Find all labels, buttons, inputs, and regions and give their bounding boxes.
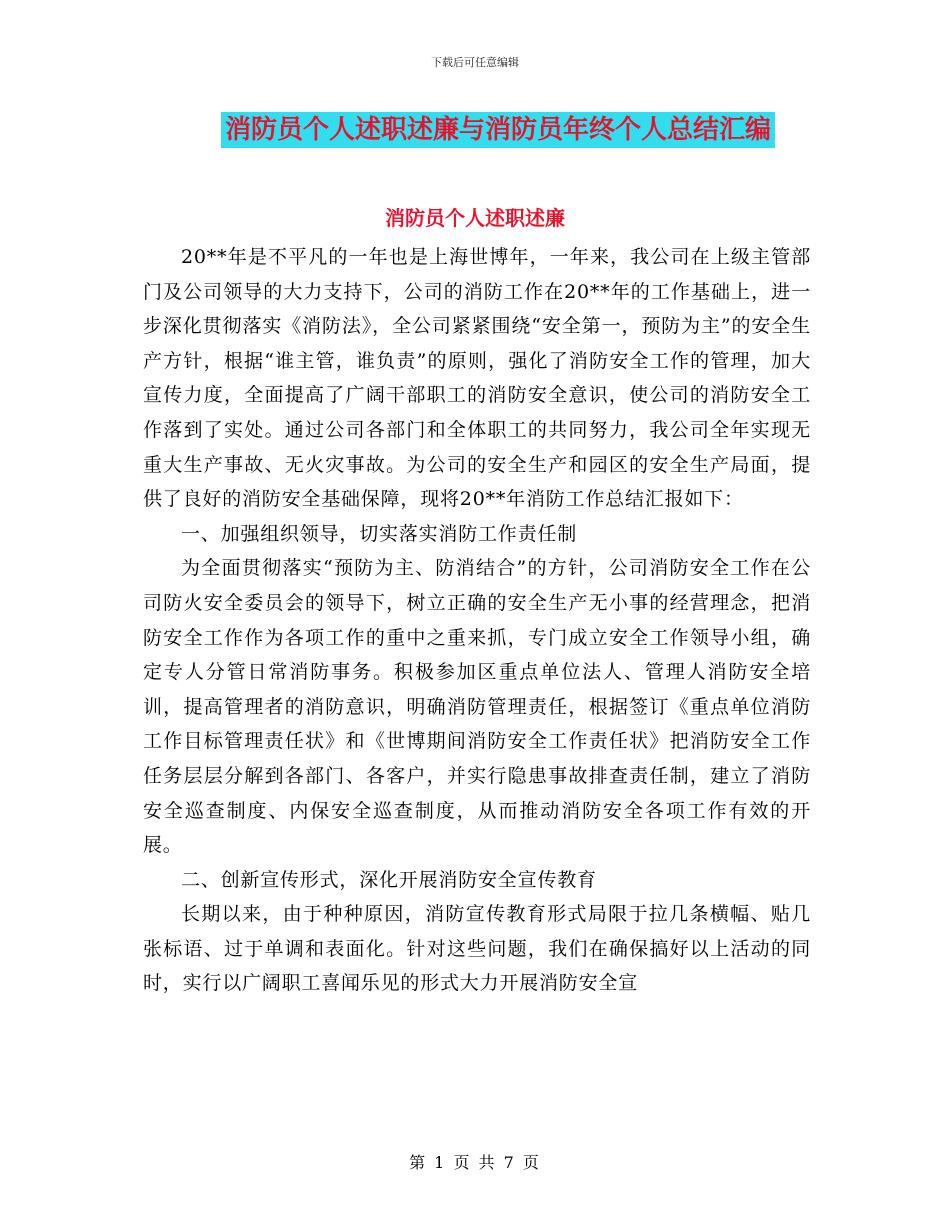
paragraph-intro: 20**年是不平凡的一年也是上海世博年，一年来，我公司在上级主管部门及公司领导的大力支持下，公司的消防工作在20**年的工作基础上，进一步深化贯彻落实《消防法》，全公司紧紧围绕“安全第一，预防为主”的安全生产方针，根据“谁主管，谁负责”的原则，强化了消防安全工作的管理，加大宣传力度，全面提高了广阔干部职工的消防安全意识，使公司的消防安全工作落到了实处。通过公司各部门和全体职工的共同努力，我公司全年实现无重大生产事故、无火灾事故。为公司的安全生产和园区的安全生产局面，提供了良好的消防安全基础保障，现将20**年消防工作总结汇报如下： — [143, 246, 811, 511]
document-title-wrapper — [0, 112, 950, 148]
header-note: 下载后可任意编辑 — [431, 56, 519, 69]
heading-section-1: 一、加强组织领导，切实落实消防工作责任制 — [181, 522, 578, 545]
paragraph-section-1: 为全面贯彻落实“预防为主、防消结合”的方针，公司消防安全工作在公司防火安全委员会的领导下，树立正确的安全生产无小事的经营理念，把消防安全工作作为各项工作的重中之重来抓，专门成立安全工作领导小组，确定专人分管日常消防事务。积极参加区重点单位法人、管理人消防安全培训，提高管理者的消防意识，明确消防管理责任，根据签订《重点单位消防工作目标管理责任状》和《世博期间消防安全工作责任状》把消防安全工作任务层层分解到各部门、各客户，并实行隐患事故排查责任制，建立了消防安全巡查制度、内保安全巡查制度，从而推动消防安全各项工作有效的开展。 — [143, 557, 811, 857]
page-footer: 第 1 页 共 7 页 — [409, 1153, 541, 1172]
section-title: 消防员个人述职述廉 — [385, 206, 565, 230]
paragraph-section-2: 长期以来，由于种种原因，消防宣传教育形式局限于拉几条横幅、贴几张标语、过于单调和表面化。针对这些问题，我们在确保搞好以上活动的同时，实行以广阔职工喜闻乐见的形式大力开展消防安全宣 — [143, 903, 811, 995]
document-title: 消防员个人述职述廉与消防员年终个人总结汇编 — [221, 112, 775, 148]
heading-section-2: 二、创新宣传形式，深化开展消防安全宣传教育 — [181, 868, 597, 891]
document-body — [143, 240, 811, 1001]
